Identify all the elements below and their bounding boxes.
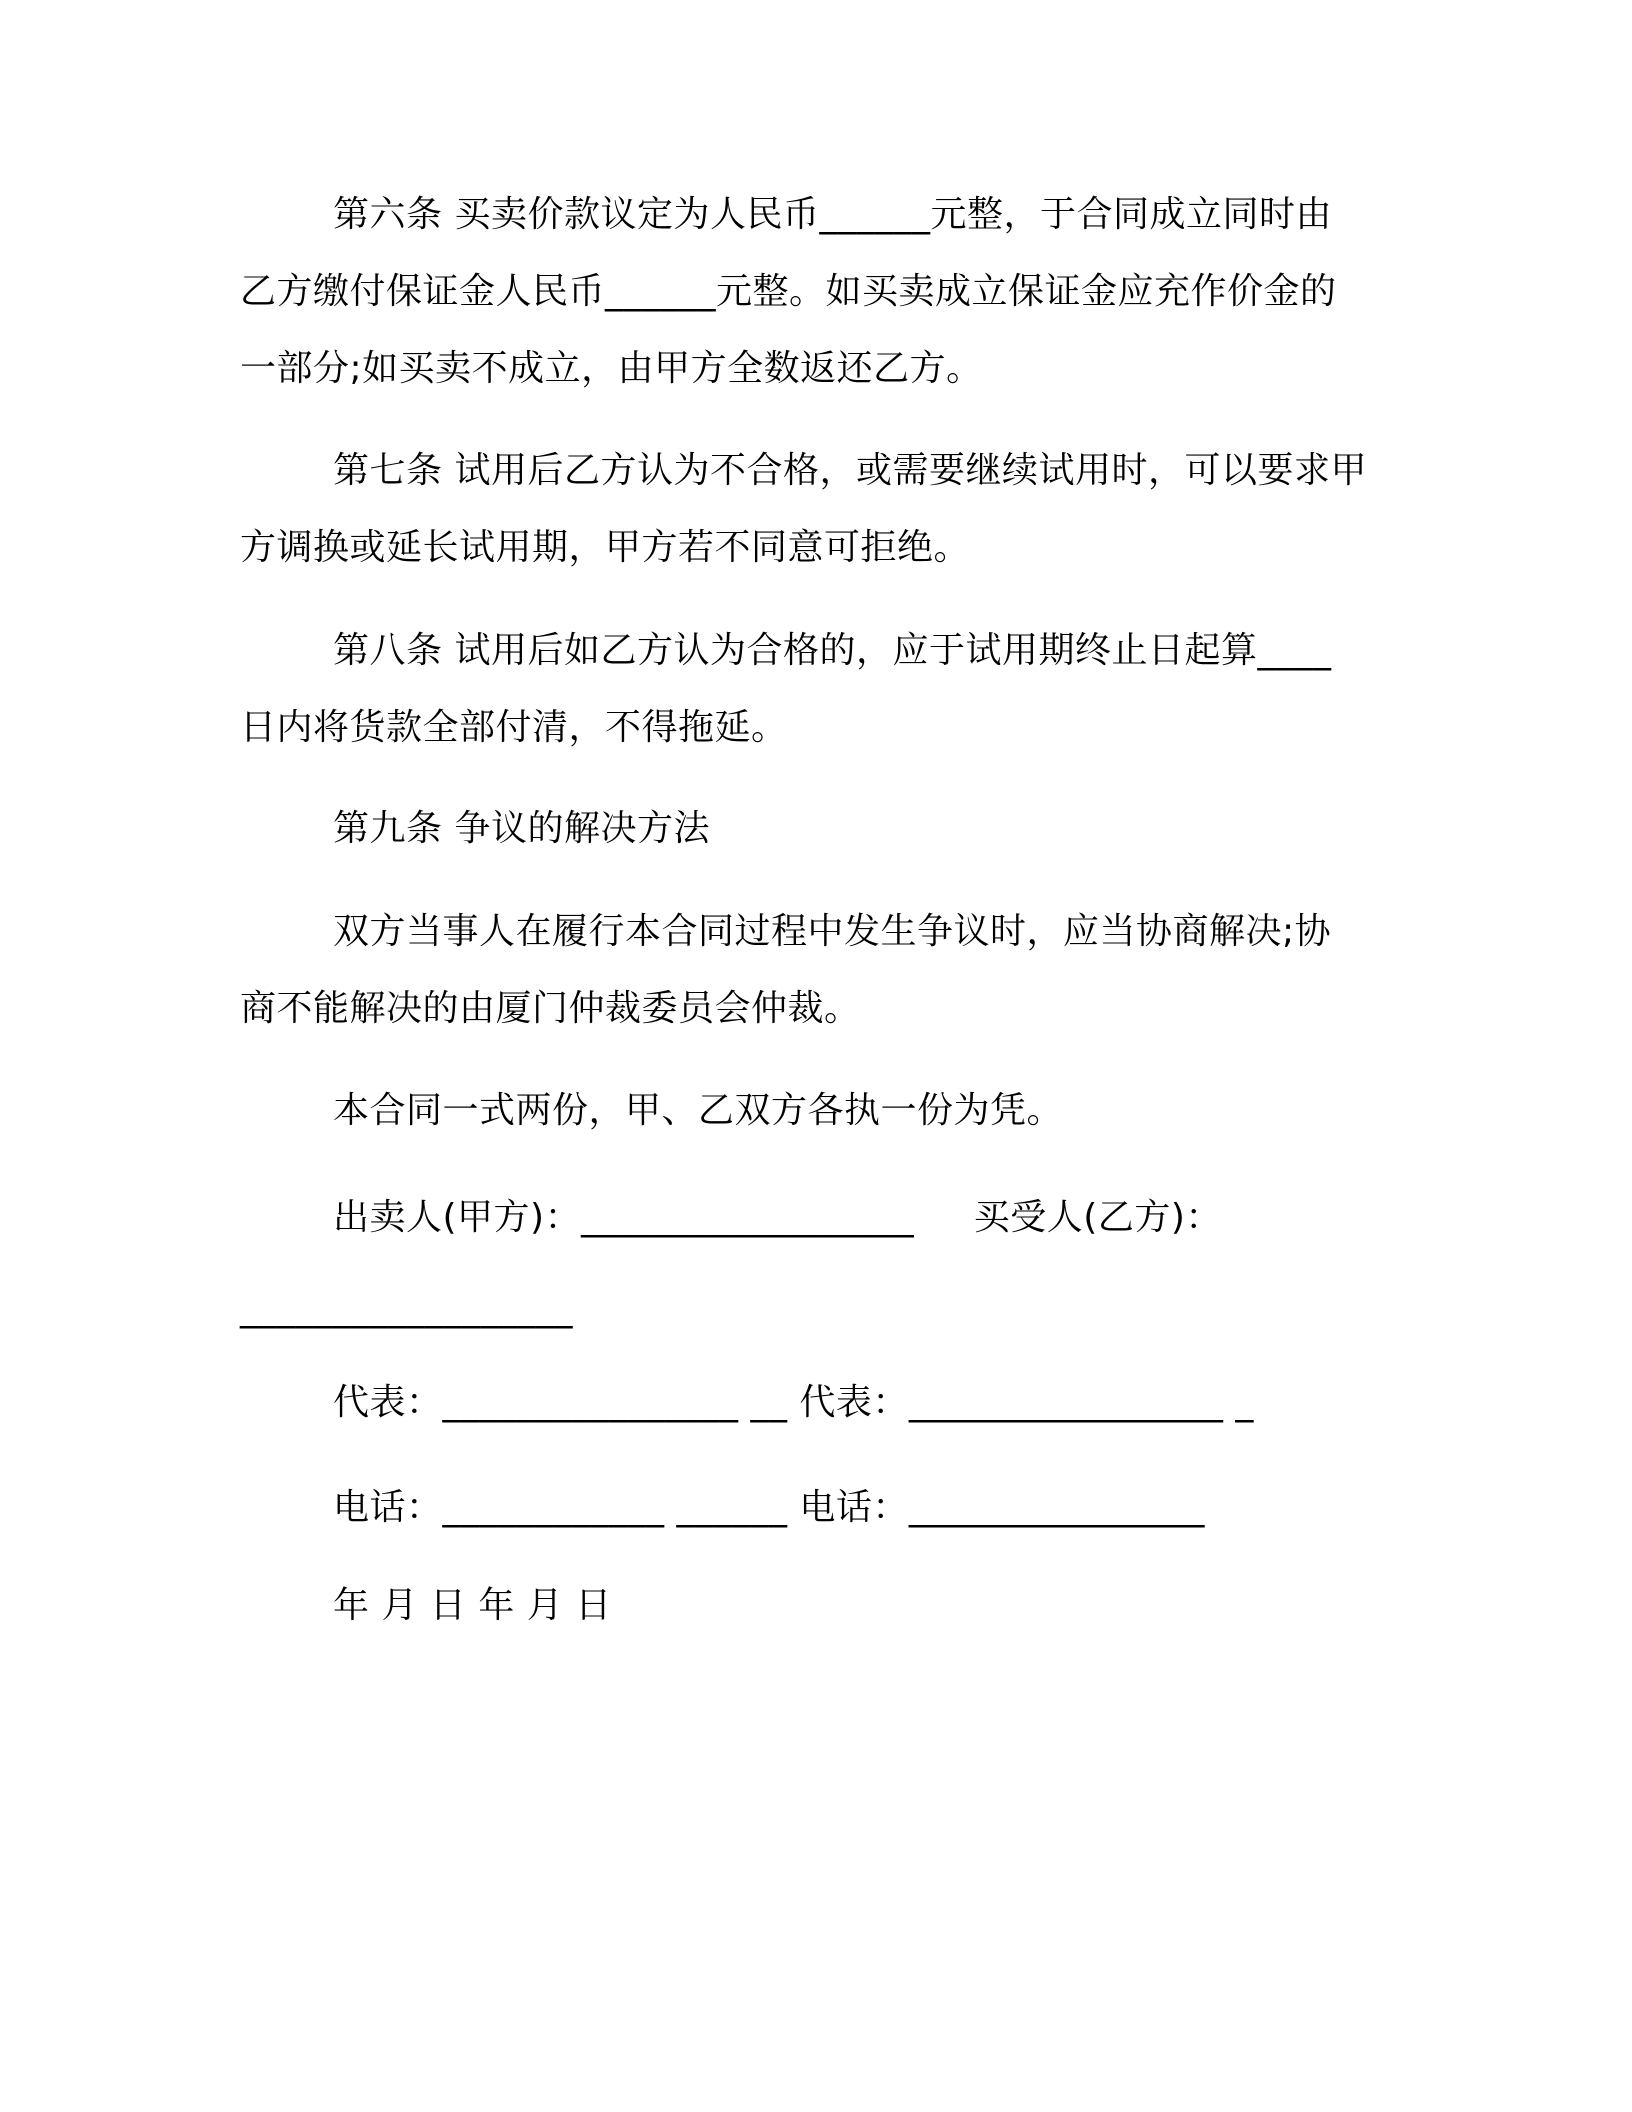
representative-line: 代表：________________ __ 代表：_________________ _ xyxy=(333,1382,1254,1423)
article-6-line-1: 第六条 买卖价款议定为人民币______元整，于合同成立同时由 xyxy=(333,194,1332,235)
article-7-line-1: 第七条 试用后乙方认为不合格，或需要继续试用时，可以要求甲 xyxy=(333,450,1367,491)
article-9-line-2: 商不能解决的由厦门仲裁委员会仲裁。 xyxy=(240,988,861,1029)
article-9-line-1: 双方当事人在履行本合同过程中发生争议时，应当协商解决;协 xyxy=(333,911,1332,952)
buyer-signature-blank: __________________ xyxy=(240,1288,573,1329)
article-8-line-1: 第八条 试用后如乙方认为合格的，应于试用期终止日起算____ xyxy=(333,630,1332,671)
article-7-line-2: 方调换或延长试用期，甲方若不同意可拒绝。 xyxy=(240,527,971,568)
parties-signature-line: 出卖人(甲方)：__________________ 买受人(乙方)： xyxy=(333,1197,1222,1238)
copies-clause: 本合同一式两份，甲、乙双方各执一份为凭。 xyxy=(333,1090,1064,1131)
article-6-line-2: 乙方缴付保证金人民币______元整。如买卖成立保证金应充作价金的 xyxy=(240,271,1337,312)
date-line: 年 月 日 年 月 日 xyxy=(333,1585,612,1626)
phone-line: 电话：____________ ______ 电话：________________ xyxy=(333,1487,1205,1528)
article-6-line-3: 一部分;如买卖不成立，由甲方全数返还乙方。 xyxy=(240,348,983,389)
article-8-line-2: 日内将货款全部付清，不得拖延。 xyxy=(240,707,788,748)
article-9-heading: 第九条 争议的解决方法 xyxy=(333,808,710,849)
